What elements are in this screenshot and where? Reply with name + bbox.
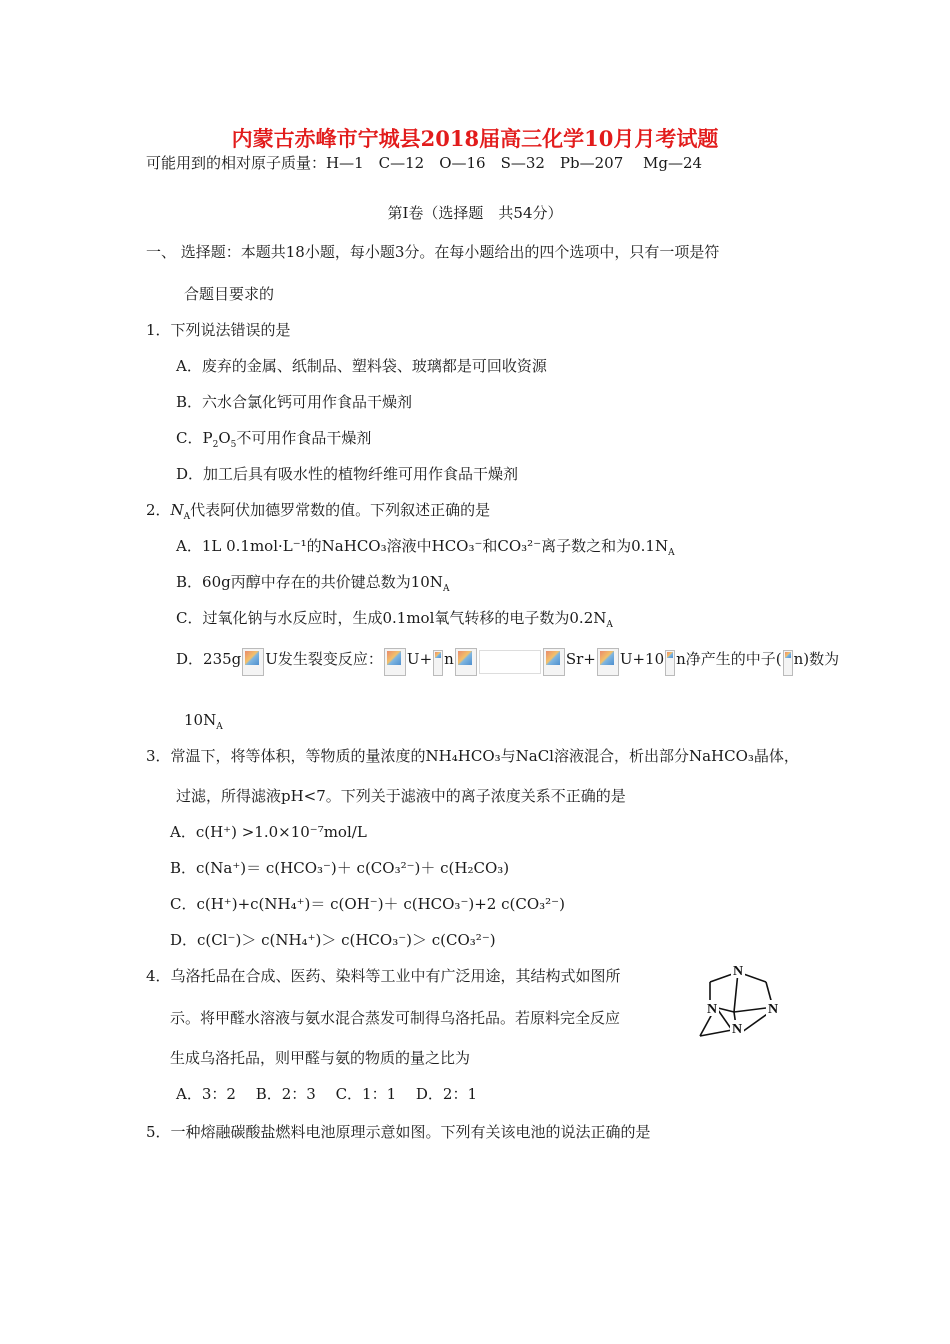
q2-option-a [176, 536, 675, 563]
instruction-line-1: 一、 选择题：本题共18小题，每小题3分。在每小题给出的四个选项中，只有一项是符 [146, 243, 720, 261]
nuclide-image-placeholder [242, 648, 264, 676]
q2-d-part8: n)数为 [793, 650, 840, 668]
section-header: 第Ⅰ卷（选择题 共54分） [387, 204, 563, 222]
q2-a-sub: A [668, 548, 675, 558]
q2-option-c [176, 608, 613, 635]
q4-stem-3: 生成乌洛托品，则甲醛与氨的物质的量之比为 [170, 1049, 471, 1067]
urotropine-structure-diagram [690, 960, 794, 1048]
q2-d-part7: n净产生的中子( [676, 650, 782, 668]
q1-option-b: B．六水合氯化钙可用作食品干燥剂 [176, 393, 413, 411]
arrow-image-placeholder [479, 650, 541, 674]
nitrogen-atom-right: N [767, 1002, 779, 1017]
q1-option-a: A．废弃的金属、纸制品、塑料袋、玻璃都是可回收资源 [176, 357, 547, 375]
q1-c-mid: O [218, 429, 231, 447]
q2-b-text: B．60g丙醇中存在的共价键总数为10N [176, 573, 443, 591]
q2-option-b [176, 572, 449, 599]
q2-d-cont-sub: A [216, 722, 223, 732]
nuclide-image-placeholder [543, 648, 565, 676]
q3-option-a: A．c(H⁺) >1.0×10⁻⁷mol/L [170, 823, 367, 841]
q1-c-post: 不可用作食品干燥剂 [236, 429, 372, 447]
q2-c-text: C．过氧化钠与水反应时，生成0.1mol氧气转移的电子数为0.2N [176, 609, 607, 627]
q3-option-c: C．c(H⁺)+c(NH₄⁺)＝ c(OH⁻)＋ c(HCO₃⁻)+2 c(CO₃²⁻) [170, 895, 565, 913]
nuclide-image-placeholder [665, 650, 675, 676]
q2-d-part6: U+10 [619, 650, 665, 668]
arrow-image-placeholder [455, 648, 477, 676]
nuclide-image-placeholder [597, 648, 619, 676]
q2-na-sub: A [183, 512, 191, 522]
nitrogen-atom-left: N [706, 1002, 718, 1017]
q2-num: 2． [146, 501, 171, 519]
q1-c-sub1: 2 [212, 440, 219, 450]
q4-options: A．3：2 B．2：3 C．1：1 D．2：1 [176, 1085, 478, 1103]
q2-d-part3: U+ [406, 650, 433, 668]
q2-option-d-continued [184, 710, 223, 737]
q2-option-d [176, 648, 839, 676]
q5-stem: 5．一种熔融碳酸盐燃料电池原理示意如图。下列有关该电池的说法正确的是 [146, 1123, 651, 1141]
q2-na: N [170, 501, 184, 519]
q2-d-part4: n [444, 650, 454, 668]
nuclide-image-placeholder [783, 650, 793, 676]
q2-stem-text: 代表阿伏加德罗常数的值。下列叙述正确的是 [190, 501, 491, 519]
nuclide-image-placeholder [433, 650, 443, 676]
q1-option-c [176, 428, 371, 455]
q4-stem-1: 4．乌洛托品在合成、医药、染料等工业中有广泛用途，其结构式如图所 [146, 967, 621, 985]
nitrogen-atom-top: N [732, 964, 744, 979]
q2-b-sub: A [442, 584, 450, 594]
q2-c-sub: A [606, 620, 613, 630]
atomic-masses: 可能用到的相对原子质量：H—1 C—12 O—16 S—32 Pb—207 Mg—24 [146, 154, 703, 172]
q2-a-text: A．1L 0.1mol·L⁻¹的NaHCO₃溶液中HCO₃⁻和CO₃²⁻离子数之和为0.1N [176, 537, 669, 555]
q2-d-cont-text: 10N [184, 711, 217, 729]
q3-stem-1: 3．常温下，将等体积，等物质的量浓度的NH₄HCO₃与NaCl溶液混合，析出部分NaHCO₃晶体， [146, 747, 799, 765]
q3-option-d: D．c(Cl⁻)＞ c(NH₄⁺)＞ c(HCO₃⁻)＞ c(CO₃²⁻) [170, 931, 496, 949]
q2-stem [146, 500, 490, 527]
nitrogen-atom-bottom: N [731, 1022, 743, 1037]
nuclide-image-placeholder [384, 648, 406, 676]
q2-d-part1: D．235g [176, 650, 242, 668]
q4-stem-2: 示。将甲醛水溶液与氨水混合蒸发可制得乌洛托品。若原料完全反应 [170, 1009, 621, 1027]
q1-stem: 1．下列说法错误的是 [146, 321, 291, 339]
q1-option-d: D．加工后具有吸水性的植物纤维可用作食品干燥剂 [176, 465, 519, 483]
q2-d-part5: Sr+ [565, 650, 596, 668]
q2-d-part2: U发生裂变反应： [265, 650, 383, 668]
q1-c-pre: C．P [176, 429, 213, 447]
exam-title: 内蒙古赤峰市宁城县2018届高三化学10月月考试题 [231, 126, 719, 151]
q3-stem-2: 过滤，所得滤液pH<7。下列关于滤液中的离子浓度关系不正确的是 [176, 787, 626, 805]
q3-option-b: B．c(Na⁺)＝ c(HCO₃⁻)＋ c(CO₃²⁻)＋ c(H₂CO₃) [170, 859, 510, 877]
q1-c-sub2: 5 [230, 440, 237, 450]
instruction-line-2: 合题目要求的 [184, 285, 275, 303]
